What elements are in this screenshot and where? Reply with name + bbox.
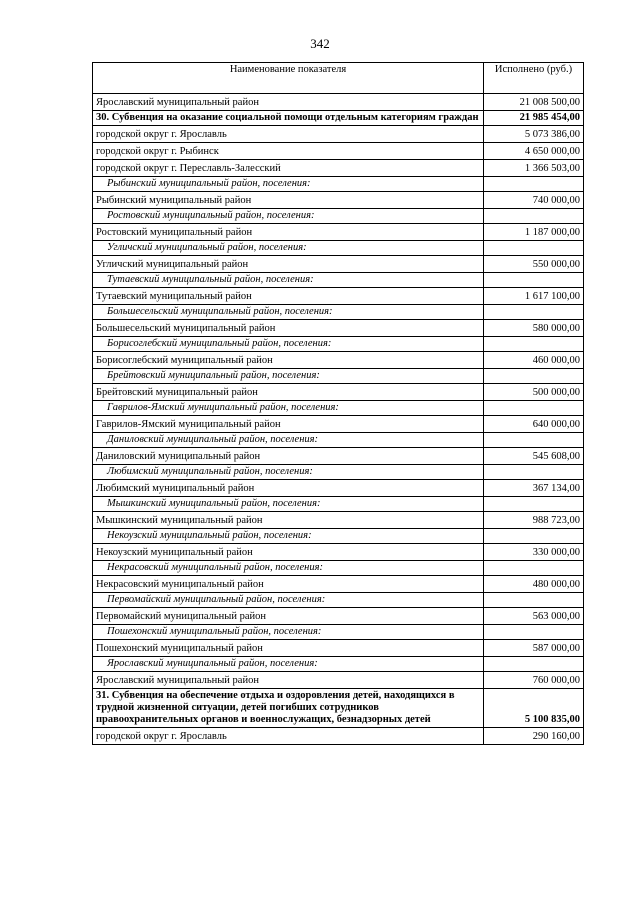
row-name-cell: Некрасовский муниципальный район, поселения: bbox=[93, 561, 484, 576]
row-value-cell bbox=[484, 657, 584, 672]
row-name-cell: Ярославский муниципальный район bbox=[93, 672, 484, 689]
row-name-cell: Гаврилов-Ямский муниципальный район, поселения: bbox=[93, 401, 484, 416]
row-value-cell bbox=[484, 209, 584, 224]
table-row bbox=[93, 416, 584, 433]
row-name-cell: городской округ г. Рыбинск bbox=[93, 143, 484, 160]
row-value-cell bbox=[484, 401, 584, 416]
row-value-cell: 640 000,00 bbox=[484, 416, 584, 433]
row-name-cell: 31. Субвенция на обеспечение отдыха и оздоровления детей, находящихся в трудной жизненной ситуации, детей погибших сотрудников правоохранительных органов и военнослужащих, безнадзорных детей bbox=[93, 689, 484, 728]
row-name-cell: городской округ г. Переславль-Залесский bbox=[93, 160, 484, 177]
row-name-cell: Борисоглебский муниципальный район, поселения: bbox=[93, 337, 484, 352]
row-name-cell: городской округ г. Ярославль bbox=[93, 728, 484, 745]
row-name-cell: Рыбинский муниципальный район, поселения: bbox=[93, 177, 484, 192]
row-value-cell: 1 617 100,00 bbox=[484, 288, 584, 305]
section-row bbox=[93, 111, 584, 126]
table-row bbox=[93, 672, 584, 689]
row-name-cell: Борисоглебский муниципальный район bbox=[93, 352, 484, 369]
table-row bbox=[93, 608, 584, 625]
budget-table bbox=[92, 62, 584, 745]
table-row bbox=[93, 160, 584, 177]
row-name-cell: Большесельский муниципальный район, поселения: bbox=[93, 305, 484, 320]
table-row bbox=[93, 143, 584, 160]
row-value-cell bbox=[484, 625, 584, 640]
row-value-cell: 290 160,00 bbox=[484, 728, 584, 745]
table-row bbox=[93, 352, 584, 369]
row-value-cell: 367 134,00 bbox=[484, 480, 584, 497]
row-value-cell: 500 000,00 bbox=[484, 384, 584, 401]
row-name-cell: Ярославский муниципальный район, поселения: bbox=[93, 657, 484, 672]
row-value-cell: 480 000,00 bbox=[484, 576, 584, 593]
row-name-cell: Первомайский муниципальный район, поселения: bbox=[93, 593, 484, 608]
table-row bbox=[93, 512, 584, 529]
row-name-cell: городской округ г. Ярославль bbox=[93, 126, 484, 143]
row-name-cell: Тутаевский муниципальный район, поселения: bbox=[93, 273, 484, 288]
table-row bbox=[93, 224, 584, 241]
table-header-row bbox=[93, 63, 584, 94]
table-row bbox=[93, 192, 584, 209]
row-name-cell: Пошехонский муниципальный район, поселения: bbox=[93, 625, 484, 640]
row-value-cell: 545 608,00 bbox=[484, 448, 584, 465]
settlement-subheader-row bbox=[93, 305, 584, 320]
settlement-subheader-row bbox=[93, 497, 584, 512]
row-name-cell: Большесельский муниципальный район bbox=[93, 320, 484, 337]
row-value-cell bbox=[484, 593, 584, 608]
row-value-cell: 5 073 386,00 bbox=[484, 126, 584, 143]
row-value-cell bbox=[484, 561, 584, 576]
row-name-cell: Некоузский муниципальный район, поселения: bbox=[93, 529, 484, 544]
settlement-subheader-row bbox=[93, 369, 584, 384]
row-value-cell: 988 723,00 bbox=[484, 512, 584, 529]
row-name-cell: Первомайский муниципальный район bbox=[93, 608, 484, 625]
table-row bbox=[93, 320, 584, 337]
row-name-cell: Угличский муниципальный район bbox=[93, 256, 484, 273]
name-column-header: Наименование показателя bbox=[93, 63, 484, 94]
row-name-cell: Ростовский муниципальный район bbox=[93, 224, 484, 241]
table-row bbox=[93, 384, 584, 401]
settlement-subheader-row bbox=[93, 401, 584, 416]
row-value-cell bbox=[484, 497, 584, 512]
table-row bbox=[93, 126, 584, 143]
row-value-cell bbox=[484, 465, 584, 480]
row-value-cell bbox=[484, 369, 584, 384]
table-row bbox=[93, 480, 584, 497]
row-name-cell: Любимский муниципальный район bbox=[93, 480, 484, 497]
table-row bbox=[93, 288, 584, 305]
row-value-cell: 21 008 500,00 bbox=[484, 94, 584, 111]
row-value-cell bbox=[484, 177, 584, 192]
row-name-cell: Ростовский муниципальный район, поселения: bbox=[93, 209, 484, 224]
row-value-cell bbox=[484, 273, 584, 288]
page-number: 342 bbox=[310, 36, 330, 51]
row-name-cell: Даниловский муниципальный район, поселения: bbox=[93, 433, 484, 448]
row-value-cell: 1 366 503,00 bbox=[484, 160, 584, 177]
row-name-cell: Ярославский муниципальный район bbox=[93, 94, 484, 111]
row-name-cell: 30. Субвенция на оказание социальной помощи отдельным категориям граждан bbox=[93, 111, 484, 126]
row-value-cell bbox=[484, 337, 584, 352]
section-row bbox=[93, 689, 584, 728]
row-name-cell: Мышкинский муниципальный район bbox=[93, 512, 484, 529]
row-name-cell: Брейтовский муниципальный район bbox=[93, 384, 484, 401]
table-row bbox=[93, 640, 584, 657]
row-value-cell: 1 187 000,00 bbox=[484, 224, 584, 241]
settlement-subheader-row bbox=[93, 209, 584, 224]
settlement-subheader-row bbox=[93, 465, 584, 480]
row-name-cell: Даниловский муниципальный район bbox=[93, 448, 484, 465]
table-row bbox=[93, 448, 584, 465]
value-column-header: Исполнено (руб.) bbox=[484, 63, 584, 94]
row-name-cell: Мышкинский муниципальный район, поселения: bbox=[93, 497, 484, 512]
row-name-cell: Некрасовский муниципальный район bbox=[93, 576, 484, 593]
settlement-subheader-row bbox=[93, 241, 584, 256]
row-name-cell: Некоузский муниципальный район bbox=[93, 544, 484, 561]
table-row bbox=[93, 544, 584, 561]
settlement-subheader-row bbox=[93, 273, 584, 288]
row-value-cell bbox=[484, 241, 584, 256]
row-value-cell: 563 000,00 bbox=[484, 608, 584, 625]
settlement-subheader-row bbox=[93, 593, 584, 608]
row-value-cell: 330 000,00 bbox=[484, 544, 584, 561]
row-name-cell: Брейтовский муниципальный район, поселения: bbox=[93, 369, 484, 384]
row-value-cell: 550 000,00 bbox=[484, 256, 584, 273]
settlement-subheader-row bbox=[93, 433, 584, 448]
table-row bbox=[93, 256, 584, 273]
settlement-subheader-row bbox=[93, 337, 584, 352]
row-name-cell: Рыбинский муниципальный район bbox=[93, 192, 484, 209]
row-value-cell: 580 000,00 bbox=[484, 320, 584, 337]
settlement-subheader-row bbox=[93, 529, 584, 544]
settlement-subheader-row bbox=[93, 625, 584, 640]
row-value-cell: 760 000,00 bbox=[484, 672, 584, 689]
settlement-subheader-row bbox=[93, 657, 584, 672]
row-value-cell: 21 985 454,00 bbox=[484, 111, 584, 126]
row-value-cell bbox=[484, 305, 584, 320]
row-value-cell: 587 000,00 bbox=[484, 640, 584, 657]
row-value-cell bbox=[484, 433, 584, 448]
row-value-cell: 4 650 000,00 bbox=[484, 143, 584, 160]
row-name-cell: Гаврилов-Ямский муниципальный район bbox=[93, 416, 484, 433]
row-name-cell: Пошехонский муниципальный район bbox=[93, 640, 484, 657]
row-name-cell: Тутаевский муниципальный район bbox=[93, 288, 484, 305]
row-value-cell: 740 000,00 bbox=[484, 192, 584, 209]
row-name-cell: Любимский муниципальный район, поселения: bbox=[93, 465, 484, 480]
row-value-cell: 460 000,00 bbox=[484, 352, 584, 369]
settlement-subheader-row bbox=[93, 561, 584, 576]
table-row bbox=[93, 576, 584, 593]
row-value-cell bbox=[484, 529, 584, 544]
table-row bbox=[93, 94, 584, 111]
row-name-cell: Угличский муниципальный район, поселения: bbox=[93, 241, 484, 256]
row-value-cell: 5 100 835,00 bbox=[484, 689, 584, 728]
settlement-subheader-row bbox=[93, 177, 584, 192]
table-row bbox=[93, 728, 584, 745]
